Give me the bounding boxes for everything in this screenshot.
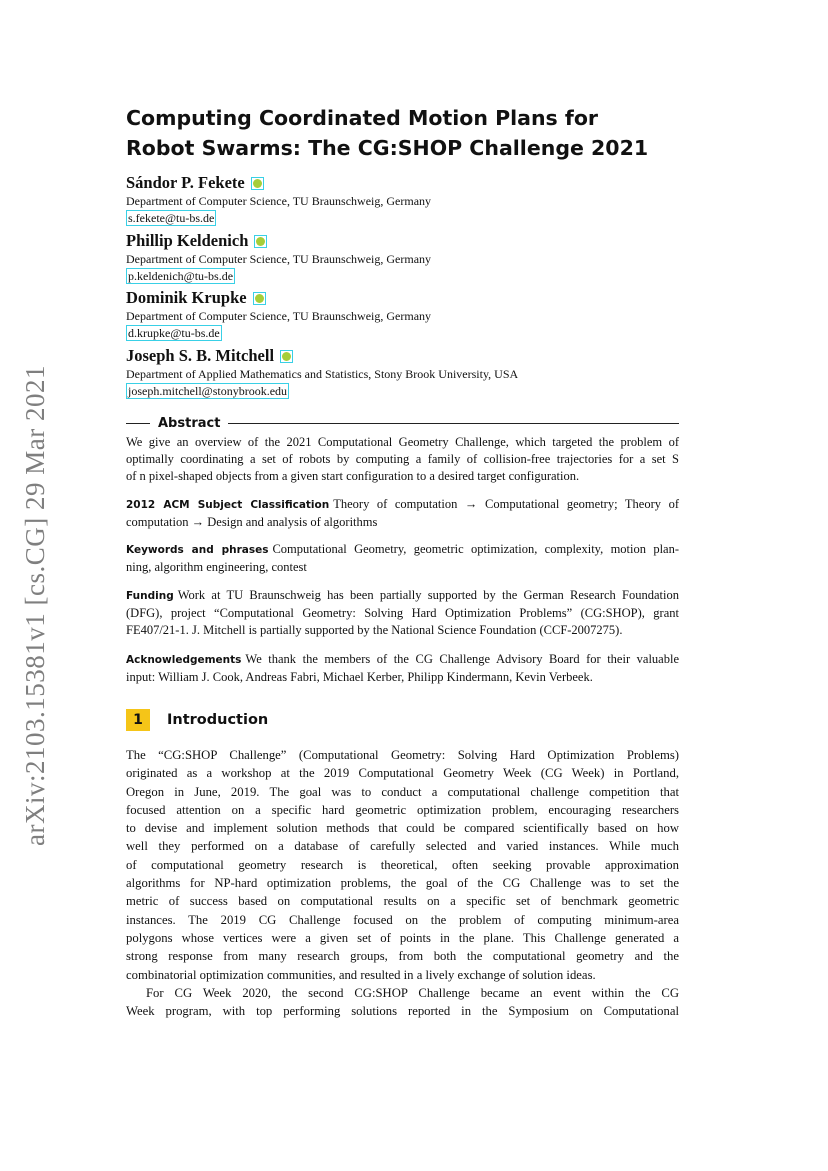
acm-classification xyxy=(126,496,679,531)
author-email-link[interactable]: joseph.mitchell@stonybrook.edu xyxy=(128,384,288,398)
author-name xyxy=(126,231,686,251)
author-email-link[interactable]: s.fekete@tu-bs.de xyxy=(128,211,215,225)
body-line: The “CG:SHOP Challenge” (Computational Geometry: Solving Hard Optimization Problems) xyxy=(126,748,679,762)
abstract-line: optimally coordinating a set of robots by computing a family of collision-free trajectories for a set S xyxy=(126,452,679,467)
keywords-text: Computational Geometry, geometric optimization, complexity, motion plan- xyxy=(272,542,680,556)
author-affiliation: Department of Computer Science, TU Braunschweig, Germany xyxy=(126,194,432,208)
body-line: strong response from many research groups, from both the computational geometry and the xyxy=(126,949,679,964)
acm-label: 2012 ACM Subject Classification xyxy=(126,499,330,511)
author-affiliation: Department of Computer Science, TU Braunschweig, Germany xyxy=(126,309,432,323)
section-number-badge: 1 xyxy=(126,709,150,731)
body-line: For CG Week 2020, the second CG:SHOP Challenge became an event within the CG xyxy=(146,985,679,1000)
abstract-rule-left xyxy=(126,423,150,424)
author-block xyxy=(126,231,686,285)
body-line: Week program, with top performing solutions reported in the Symposium on Computational xyxy=(126,1004,679,1019)
arxiv-stamp-text: arXiv:2103.15381v1 [cs.CG] 29 Mar 2021 xyxy=(19,364,50,846)
body-line: instances. The 2019 CG Challenge focused on the problem of computing minimum-area xyxy=(126,912,679,927)
paper-title-line-1: Computing Coordinated Motion Plans for xyxy=(126,106,599,130)
funding-line: FE407/21-1. J. Mitchell is partially supported by the National Science Foundation (CCF-2007275). xyxy=(126,623,623,638)
funding-line xyxy=(126,587,679,605)
abstract-heading xyxy=(126,413,679,433)
author-name xyxy=(126,173,686,193)
funding-line: (DFG), project “Computational Geometry: Solving Hard Optimization Problems” (CG:SHOP), grant xyxy=(126,606,679,621)
body-line: of computational geometry research is theoretical, often seeking provable approximation xyxy=(126,857,679,872)
keywords-line: ning, algorithm engineering, contest xyxy=(126,560,307,575)
funding xyxy=(126,587,679,640)
acknowledgements-label: Acknowledgements xyxy=(126,654,242,666)
keywords-label: Keywords and phrases xyxy=(126,544,269,556)
author-name-text: Phillip Keldenich xyxy=(126,231,249,250)
author-name-text: Sándor P. Fekete xyxy=(126,173,245,192)
author-affiliation: Department of Computer Science, TU Braunschweig, Germany xyxy=(126,252,432,266)
acm-line xyxy=(126,496,679,514)
author-email-link[interactable]: p.keldenich@tu-bs.de xyxy=(128,269,234,283)
abstract-heading-label: Abstract xyxy=(158,415,221,431)
abstract-line: of n pixel-shaped objects from a given start configuration to a desired target configuration. xyxy=(126,469,580,484)
arxiv-stamp xyxy=(20,360,50,850)
funding-label: Funding xyxy=(126,590,174,602)
body-line: Oregon in June, 2019. The goal was to conduct a computational challenge competition that xyxy=(126,784,679,799)
paper-title-line-2: Robot Swarms: The CG:SHOP Challenge 2021 xyxy=(126,136,649,160)
keywords-line xyxy=(126,541,679,559)
orcid-icon[interactable] xyxy=(253,292,266,305)
author-block xyxy=(126,346,686,400)
acknowledgements xyxy=(126,651,679,686)
orcid-icon[interactable] xyxy=(254,235,267,248)
body-line: to devise and implement solution methods that could be compared scientifically based on how xyxy=(126,821,679,836)
section-title: Introduction xyxy=(167,712,269,728)
funding-text: Work at TU Braunschweig has been partially supported by the German Research Foundation xyxy=(177,588,679,602)
author-name xyxy=(126,288,686,308)
abstract-rule-right xyxy=(228,423,679,424)
introduction-body xyxy=(126,746,679,1020)
section-heading xyxy=(126,709,268,731)
author-affiliation: Department of Applied Mathematics and Statistics, Stony Brook University, USA xyxy=(126,367,519,381)
abstract-line: We give an overview of the 2021 Computational Geometry Challenge, which targeted the problem of xyxy=(126,435,679,449)
paper-title xyxy=(126,103,686,163)
keywords xyxy=(126,541,679,576)
body-line: originated as a workshop at the 2019 Computational Geometry Week (CG Week) in Portland, xyxy=(126,766,679,781)
acknowledgements-text: We thank the members of the CG Challenge Advisory Board for their valuable xyxy=(245,652,679,666)
author-block xyxy=(126,173,686,227)
body-line: well they performed on a database of carefully selected and varied instances. While much xyxy=(126,839,679,854)
body-line: focused attention on a specific hard geometric optimization problem, encouraging researchers xyxy=(126,802,679,817)
acm-line: computation → Design and analysis of algorithms xyxy=(126,515,378,530)
author-name-text: Dominik Krupke xyxy=(126,288,247,307)
body-line: metric of success based on computational results on a specific set of benchmark geometric xyxy=(126,894,679,909)
body-line: polygons whose vertices were a given set of points in the plane. This Challenge generated a xyxy=(126,930,679,945)
orcid-icon[interactable] xyxy=(280,350,293,363)
acknowledgements-line: input: William J. Cook, Andreas Fabri, Michael Kerber, Philipp Kindermann, Kevin Verbeek. xyxy=(126,670,593,685)
body-line: combinatorial optimization communities, and resulted in a lively exchange of solution ideas. xyxy=(126,967,596,982)
author-block xyxy=(126,288,686,342)
body-line: algorithms for NP-hard optimization problems, the goal of the CG Challenge was to set the xyxy=(126,876,679,891)
orcid-icon[interactable] xyxy=(251,177,264,190)
acm-text: Theory of computation → Computational geometry; Theory of xyxy=(333,497,679,511)
author-email-link[interactable]: d.krupke@tu-bs.de xyxy=(128,326,220,340)
acknowledgements-line xyxy=(126,651,679,669)
author-name-text: Joseph S. B. Mitchell xyxy=(126,346,275,365)
abstract-text xyxy=(126,434,679,486)
author-name xyxy=(126,346,686,366)
